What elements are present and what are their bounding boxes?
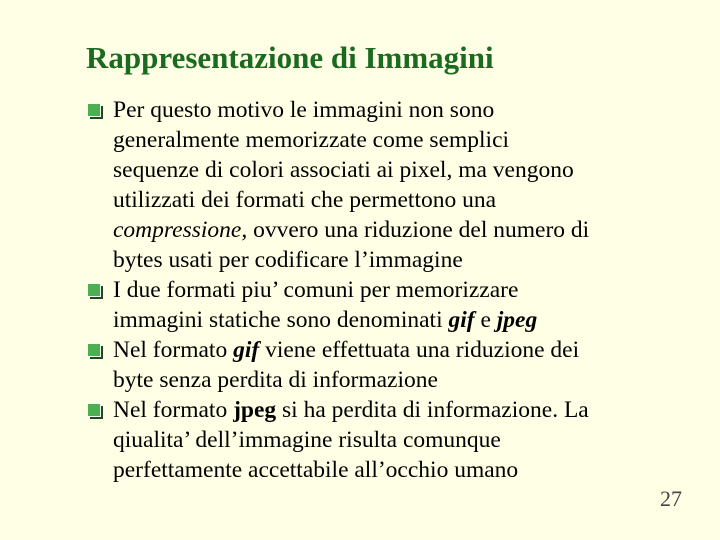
term-jpeg: jpeg — [233, 397, 277, 423]
bullet-text-line — [113, 305, 696, 335]
bullet-item — [86, 395, 696, 485]
slide-title: Rappresentazione di Immagini — [86, 40, 494, 75]
bullet-text-span: immagini statiche sono denominati — [113, 307, 449, 333]
bullet-item — [86, 95, 696, 275]
checkbox-bullet-icon — [87, 103, 104, 120]
checkbox-bullet-icon — [87, 343, 104, 360]
term-gif: gif — [448, 307, 475, 333]
bullet-text-line — [113, 335, 696, 365]
bullet-item — [86, 335, 696, 395]
bullet-item — [86, 275, 696, 335]
bullet-text-line: byte senza perdita di informazione — [113, 367, 438, 393]
page-number: 27 — [660, 486, 682, 511]
bullet-list — [86, 95, 696, 485]
bullet-text-line: I due formati piu’ comuni per memorizzare — [113, 277, 519, 303]
term-gif: gif — [233, 337, 260, 363]
term-jpeg: jpeg — [496, 307, 538, 333]
bullet-text-line: utilizzati dei formati che permettono una — [113, 187, 497, 213]
bullet-text-span: Nel formato — [113, 397, 234, 423]
bullet-text-span: ovvero una riduzione del numero di — [247, 217, 590, 243]
bullet-text-line: perfettamente accettabile all’occhio umano — [113, 457, 519, 483]
checkbox-bullet-icon — [87, 283, 104, 300]
bullet-text-line: sequenze di colori associati ai pixel, ma vengono — [113, 157, 574, 183]
bullet-text-span: Nel formato — [113, 337, 234, 363]
bullet-text-line: Per questo motivo le immagini non sono — [113, 97, 495, 123]
bullet-text-line — [113, 215, 696, 245]
checkbox-bullet-icon — [87, 403, 104, 420]
bullet-text-line: generalmente memorizzate come semplici — [113, 127, 510, 153]
bullet-text-line — [113, 395, 696, 425]
bullet-text-span: si ha perdita di informazione. La — [276, 397, 589, 423]
bullet-text-line: bytes usati per codificare l’immagine — [113, 247, 463, 273]
bullet-text-line: qiualita’ dell’immagine risulta comunque — [113, 427, 501, 453]
bullet-text-span: e — [474, 307, 497, 333]
emphasis-compressione: compressione, — [113, 217, 248, 243]
bullet-text-span: viene effettuata una riduzione dei — [259, 337, 580, 363]
